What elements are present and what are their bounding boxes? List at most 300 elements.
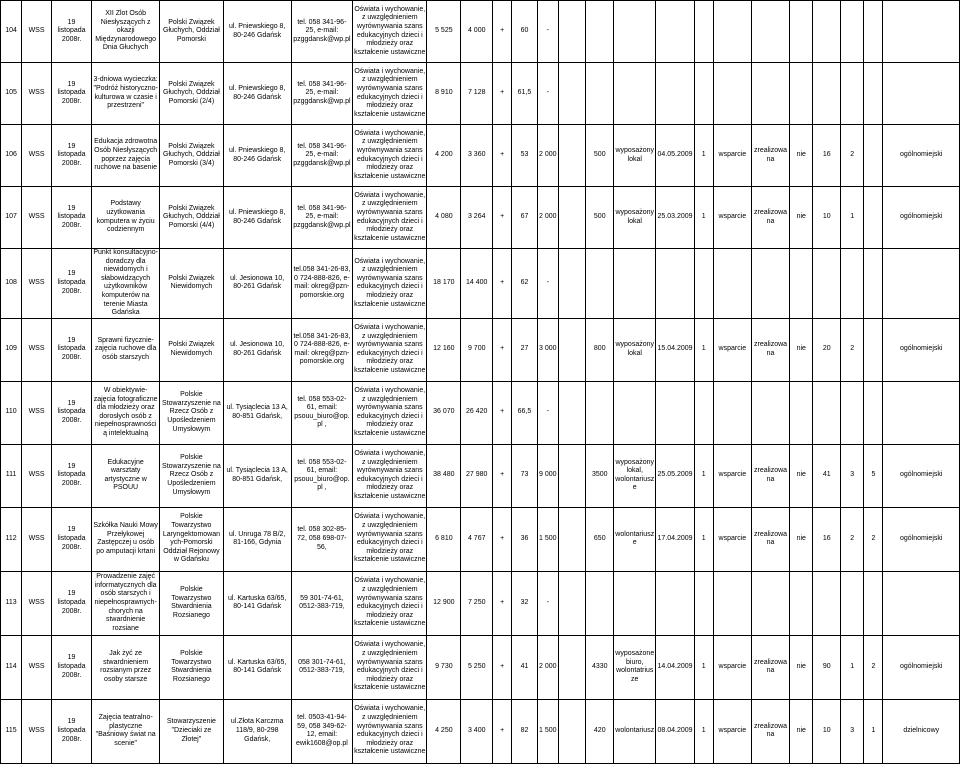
cell-x1: [790, 1, 813, 63]
cell-form: [713, 571, 751, 635]
cell-address: ul. Kartuska 63/65, 80-141 Gdańsk: [223, 635, 291, 699]
cell-status: zrealizowana: [751, 187, 789, 249]
cell-n1: [694, 571, 713, 635]
cell-x3: [841, 381, 864, 444]
cell-code: WSS: [22, 318, 52, 381]
cell-x2: 10: [813, 187, 841, 249]
cell-lp: 108: [1, 249, 22, 319]
cell-x3: [841, 571, 864, 635]
cell-dash: [558, 125, 586, 187]
cell-x1: [790, 63, 813, 125]
cell-code: WSS: [22, 125, 52, 187]
cell-x2: [813, 381, 841, 444]
cell-n1: 1: [694, 444, 713, 507]
cell-x1: [790, 381, 813, 444]
cell-x4: [864, 249, 883, 319]
cell-n1: [694, 249, 713, 319]
cell-grant: 7 250: [461, 571, 493, 635]
cell-x2: [813, 1, 841, 63]
cell-plus: +: [493, 507, 512, 571]
cell-code: WSS: [22, 381, 52, 444]
cell-x1: [790, 249, 813, 319]
cell-date2: 14.04.2009: [656, 635, 694, 699]
cell-status: zrealizowana: [751, 635, 789, 699]
cell-total: 12 160: [427, 318, 461, 381]
cell-address: ul. Unruga 78 B/2, 81-166, Gdynia: [223, 507, 291, 571]
cell-dash: [558, 63, 586, 125]
cell-date: 19 listopada 2008r.: [51, 63, 91, 125]
cell-x2: [813, 63, 841, 125]
cell-n1: [694, 1, 713, 63]
cell-date2: [656, 249, 694, 319]
cell-title: Jak żyć ze stwardnieniem rozsianym przez osoby starsze: [92, 635, 160, 699]
cell-address: ul. Pniewskiego 8, 80-246 Gdańsk: [223, 1, 291, 63]
cell-n1: [694, 381, 713, 444]
cell-scope: Oświata i wychowanie, z uwzględnieniem wyrównywania szans edukacyjnych dzieci i młodzieży oraz kształcenie ustawiczne: [353, 63, 427, 125]
cell-venue: wolontariusze: [614, 507, 656, 571]
cell-form: [713, 249, 751, 319]
cell-status: [751, 1, 789, 63]
cell-org: Polski Związek Niewidomych: [160, 249, 224, 319]
cell-x2: [813, 249, 841, 319]
cell-plus: +: [493, 1, 512, 63]
cell-org: Polskie Stowarzyszenie na Rzecz Osób z Upośledzeniem Umysłowym: [160, 444, 224, 507]
cell-total: 9 730: [427, 635, 461, 699]
cell-status: zrealizowana: [751, 699, 789, 763]
cell-form: wsparcie: [713, 125, 751, 187]
cell-form: wsparcie: [713, 318, 751, 381]
cell-address: ul. Kartuska 63/65, 80-141 Gdańsk: [223, 571, 291, 635]
cell-date2: 25.05.2009: [656, 444, 694, 507]
cell-x3: 2: [841, 318, 864, 381]
table-row: [1, 187, 960, 249]
cell-contact: tel.058 341-26-83, 0 724-888-826, e-mail: okreg@pzn-pomorskie.org: [291, 318, 353, 381]
cell-contact: tel. 058 341-96-25, e-mail: pzggdansk@wp.pl: [291, 187, 353, 249]
cell-lp: 106: [1, 125, 22, 187]
cell-scope: Oświata i wychowanie, z uwzględnieniem wyrównywania szans edukacyjnych dzieci i młodzieży oraz kształcenie ustawiczne: [353, 1, 427, 63]
table-row: [1, 507, 960, 571]
cell-org: Polski Związek Głuchych, Oddział Pomorski (2/4): [160, 63, 224, 125]
cell-type: ogólnomiejski: [883, 507, 960, 571]
table-row: [1, 125, 960, 187]
cell-org: Polskie Stowarzyszenie na Rzecz Osób z Upośledzeniem Umysłowym: [160, 381, 224, 444]
cell-contact: 058 301-74-61, 0512-383-719,: [291, 635, 353, 699]
cell-dash: [558, 444, 586, 507]
cell-lp: 115: [1, 699, 22, 763]
cell-contact: tel. 058 302-85-72, 058 698-07-56,: [291, 507, 353, 571]
cell-n1: 1: [694, 125, 713, 187]
cell-org: Polskie Towarzystwo Laryngektomowanych-Pomorski Oddział Rejonowy w Gdańsku: [160, 507, 224, 571]
cell-n1: [694, 63, 713, 125]
cell-v500: [586, 249, 614, 319]
cell-type: [883, 249, 960, 319]
cell-venue: [614, 249, 656, 319]
cell-grant: 3 264: [461, 187, 493, 249]
cell-scope: Oświata i wychowanie, z uwzględnieniem wyrównywania szans edukacyjnych dzieci i młodzieży oraz kształcenie ustawiczne: [353, 318, 427, 381]
cell-x3: 2: [841, 125, 864, 187]
cell-total: 4 250: [427, 699, 461, 763]
cell-grant: 26 420: [461, 381, 493, 444]
cell-plus: +: [493, 571, 512, 635]
cell-v500: 420: [586, 699, 614, 763]
cell-x1: nie: [790, 635, 813, 699]
cell-dash: [558, 1, 586, 63]
cell-scope: Oświata i wychowanie, z uwzględnieniem wyrównywania szans edukacyjnych dzieci i młodzieży oraz kształcenie ustawiczne: [353, 249, 427, 319]
cell-lp: 110: [1, 381, 22, 444]
cell-date: 19 listopada 2008r.: [51, 699, 91, 763]
cell-total: 38 480: [427, 444, 461, 507]
cell-scope: Oświata i wychowanie, z uwzględnieniem wyrównywania szans edukacyjnych dzieci i młodzieży oraz kształcenie ustawiczne: [353, 444, 427, 507]
cell-other: -: [537, 381, 558, 444]
cell-org: Polskie Towarzystwo Stwardnienia Rozsianego: [160, 635, 224, 699]
cell-form: [713, 63, 751, 125]
cell-total: 6 810: [427, 507, 461, 571]
cell-title: XII Zlot Osób Niesłyszących z okazji Międzynarodowego Dnia Głuchych: [92, 1, 160, 63]
cell-title: 3-dniowa wycieczka: "Podróż historyczno-kulturowa w czasie i przestrzeni": [92, 63, 160, 125]
cell-x1: nie: [790, 444, 813, 507]
cell-x4: [864, 187, 883, 249]
cell-code: WSS: [22, 444, 52, 507]
cell-contact: tel. 058 341-96-25, e-mail: pzggdansk@wp.pl: [291, 63, 353, 125]
cell-status: zrealizowana: [751, 444, 789, 507]
cell-own: 73: [512, 444, 537, 507]
cell-date: 19 listopada 2008r.: [51, 444, 91, 507]
cell-grant: 3 400: [461, 699, 493, 763]
cell-date: 19 listopada 2008r.: [51, 1, 91, 63]
cell-address: ul. Pniewskiego 8, 80-246 Gdańsk: [223, 63, 291, 125]
cell-plus: +: [493, 249, 512, 319]
cell-n1: 1: [694, 699, 713, 763]
table-row: [1, 249, 960, 319]
cell-other: 1 500: [537, 699, 558, 763]
cell-title: Edukacja zdrowotna Osób Niesłyszących poprzez zajęcia ruchowe na basenie: [92, 125, 160, 187]
cell-x4: [864, 125, 883, 187]
cell-type: [883, 63, 960, 125]
table-row: [1, 699, 960, 763]
cell-date: 19 listopada 2008r.: [51, 125, 91, 187]
cell-dash: [558, 381, 586, 444]
cell-n1: 1: [694, 507, 713, 571]
cell-form: wsparcie: [713, 699, 751, 763]
cell-lp: 113: [1, 571, 22, 635]
cell-grant: 4 767: [461, 507, 493, 571]
cell-contact: tel.058 341-26-83, 0 724-888-826, e-mail: okreg@pzn-pomorskie.org: [291, 249, 353, 319]
cell-venue: [614, 381, 656, 444]
cell-own: 62: [512, 249, 537, 319]
cell-x1: nie: [790, 507, 813, 571]
cell-contact: tel. 058 553-02-61, email: psouu_biuro@op.pl ,: [291, 381, 353, 444]
table-row: [1, 444, 960, 507]
cell-venue: wyposażony lokal: [614, 187, 656, 249]
cell-own: 60: [512, 1, 537, 63]
cell-venue: [614, 1, 656, 63]
cell-org: Polski Związek Niewidomych: [160, 318, 224, 381]
cell-x2: 41: [813, 444, 841, 507]
cell-x2: 16: [813, 125, 841, 187]
cell-contact: tel. 058 341-96-25, e-mail: pzggdansk@wp.pl: [291, 1, 353, 63]
cell-x1: [790, 571, 813, 635]
cell-org: Polskie Towarzystwo Stwardnienia Rozsianego: [160, 571, 224, 635]
cell-address: ul. Tysiąclecia 13 A, 80-851 Gdańsk,: [223, 381, 291, 444]
cell-x4: [864, 63, 883, 125]
cell-x3: 1: [841, 187, 864, 249]
cell-date2: 25.03.2009: [656, 187, 694, 249]
cell-title: Szkółka Nauki Mowy Przełykowej Zastępczej u osób po amputacji krtani: [92, 507, 160, 571]
cell-lp: 114: [1, 635, 22, 699]
cell-x3: [841, 63, 864, 125]
cell-lp: 104: [1, 1, 22, 63]
cell-lp: 112: [1, 507, 22, 571]
cell-date: 19 listopada 2008r.: [51, 635, 91, 699]
cell-other: -: [537, 63, 558, 125]
cell-dash: [558, 187, 586, 249]
cell-x3: 3: [841, 699, 864, 763]
cell-date: 19 listopada 2008r.: [51, 381, 91, 444]
cell-total: 8 910: [427, 63, 461, 125]
table-row: [1, 1, 960, 63]
cell-grant: 14 400: [461, 249, 493, 319]
cell-title: Prowadzenie zajęć informatycznych dla osób starszych i niepełnosprawnych-chorych na stwardnienie rozsiane: [92, 571, 160, 635]
cell-dash: [558, 507, 586, 571]
cell-address: ul. Tysiąclecia 13 A, 80-851 Gdańsk,: [223, 444, 291, 507]
cell-type: ogólnomiejski: [883, 125, 960, 187]
cell-contact: tel. 0503-41-94-59, 058 349-62-12, email: ewik1608@op.pl: [291, 699, 353, 763]
cell-status: zrealizowana: [751, 125, 789, 187]
cell-type: [883, 381, 960, 444]
cell-other: 2 000: [537, 187, 558, 249]
cell-scope: Oświata i wychowanie, z uwzględnieniem wyrównywania szans edukacyjnych dzieci i młodzieży oraz kształcenie ustawiczne: [353, 507, 427, 571]
table-row: [1, 571, 960, 635]
cell-scope: Oświata i wychowanie, z uwzględnieniem wyrównywania szans edukacyjnych dzieci i młodzieży oraz kształcenie ustawiczne: [353, 699, 427, 763]
cell-x4: [864, 1, 883, 63]
cell-date: 19 listopada 2008r.: [51, 571, 91, 635]
cell-type: ogólnomiejski: [883, 187, 960, 249]
cell-scope: Oświata i wychowanie, z uwzględnieniem wyrównywania szans edukacyjnych dzieci i młodzieży oraz kształcenie ustawiczne: [353, 125, 427, 187]
cell-code: WSS: [22, 635, 52, 699]
cell-own: 67: [512, 187, 537, 249]
cell-x2: 90: [813, 635, 841, 699]
cell-x4: 2: [864, 507, 883, 571]
cell-total: 4 200: [427, 125, 461, 187]
cell-address: ul. Pniewskiego 8, 80-246 Gdańsk: [223, 125, 291, 187]
cell-date: 19 listopada 2008r.: [51, 249, 91, 319]
cell-x2: 20: [813, 318, 841, 381]
cell-org: Polski Związek Głuchych, Oddział Pomorski (4/4): [160, 187, 224, 249]
cell-plus: +: [493, 699, 512, 763]
cell-scope: Oświata i wychowanie, z uwzględnieniem wyrównywania szans edukacyjnych dzieci i młodzieży oraz kształcenie ustawiczne: [353, 381, 427, 444]
cell-type: ogólnomiejski: [883, 444, 960, 507]
cell-venue: [614, 63, 656, 125]
cell-title: Zajęcia teatralno-plastyczne "Baśniowy świat na scenie": [92, 699, 160, 763]
cell-type: [883, 1, 960, 63]
cell-v500: 3500: [586, 444, 614, 507]
cell-other: -: [537, 249, 558, 319]
cell-total: 36 070: [427, 381, 461, 444]
cell-title: Edukacyjne warsztaty artystyczne w PSOUU: [92, 444, 160, 507]
cell-dash: [558, 635, 586, 699]
cell-contact: tel. 058 341-96-25, e-mail: pzggdansk@wp.pl: [291, 125, 353, 187]
cell-form: wsparcie: [713, 507, 751, 571]
cell-own: 32: [512, 571, 537, 635]
cell-total: 5 525: [427, 1, 461, 63]
cell-v500: [586, 381, 614, 444]
cell-address: ul. Jesionowa 10, 80-261 Gdańsk: [223, 318, 291, 381]
cell-x1: nie: [790, 125, 813, 187]
cell-code: WSS: [22, 571, 52, 635]
cell-code: WSS: [22, 187, 52, 249]
cell-dash: [558, 699, 586, 763]
cell-plus: +: [493, 635, 512, 699]
cell-other: -: [537, 1, 558, 63]
cell-venue: wyposażony lokal: [614, 125, 656, 187]
cell-grant: 27 980: [461, 444, 493, 507]
cell-x1: nie: [790, 187, 813, 249]
cell-status: zrealizowana: [751, 507, 789, 571]
cell-dash: [558, 249, 586, 319]
cell-form: [713, 1, 751, 63]
cell-own: 36: [512, 507, 537, 571]
cell-dash: [558, 571, 586, 635]
cell-plus: +: [493, 381, 512, 444]
cell-type: ogólnomiejski: [883, 635, 960, 699]
cell-date: 19 listopada 2008r.: [51, 507, 91, 571]
cell-venue: wolontariusz: [614, 699, 656, 763]
cell-lp: 105: [1, 63, 22, 125]
cell-x4: 1: [864, 699, 883, 763]
cell-total: 18 170: [427, 249, 461, 319]
cell-address: ul. Pniewskiego 8, 80-246 Gdańsk: [223, 187, 291, 249]
cell-status: zrealizowana: [751, 318, 789, 381]
cell-lp: 111: [1, 444, 22, 507]
table-row: [1, 635, 960, 699]
cell-code: WSS: [22, 249, 52, 319]
cell-date: 19 listopada 2008r.: [51, 187, 91, 249]
cell-form: wsparcie: [713, 187, 751, 249]
cell-other: 2 000: [537, 635, 558, 699]
cell-form: wsparcie: [713, 635, 751, 699]
cell-grant: 9 700: [461, 318, 493, 381]
cell-date: 19 listopada 2008r.: [51, 318, 91, 381]
cell-plus: +: [493, 187, 512, 249]
cell-code: WSS: [22, 1, 52, 63]
cell-title: W obiektywie-zajęcia fotograficzne dla młodzieży oraz dorosłych osób z niepełnosprawnością intelektualną: [92, 381, 160, 444]
cell-title: Sprawni fizycznie-zajęcia ruchowe dla osób starszych: [92, 318, 160, 381]
cell-org: Stowarzyszenie "Dzieciaki ze Złotej": [160, 699, 224, 763]
cell-date2: 17.04.2009: [656, 507, 694, 571]
cell-form: wsparcie: [713, 444, 751, 507]
cell-other: 3 000: [537, 318, 558, 381]
cell-v500: [586, 1, 614, 63]
cell-v500: 500: [586, 125, 614, 187]
cell-date2: [656, 63, 694, 125]
cell-x4: [864, 571, 883, 635]
cell-own: 61,5: [512, 63, 537, 125]
cell-x4: [864, 381, 883, 444]
cell-code: WSS: [22, 699, 52, 763]
cell-n1: 1: [694, 187, 713, 249]
cell-code: WSS: [22, 63, 52, 125]
cell-venue: wyposażony lokal, wolontariusze: [614, 444, 656, 507]
cell-grant: 3 360: [461, 125, 493, 187]
cell-v500: 500: [586, 187, 614, 249]
cell-address: ul. Jesionowa 10, 80-261 Gdańsk: [223, 249, 291, 319]
cell-x4: [864, 318, 883, 381]
cell-x3: 3: [841, 444, 864, 507]
cell-date2: [656, 1, 694, 63]
cell-other: 2 000: [537, 125, 558, 187]
cell-code: WSS: [22, 507, 52, 571]
cell-x2: 16: [813, 507, 841, 571]
cell-v500: 800: [586, 318, 614, 381]
cell-n1: 1: [694, 635, 713, 699]
cell-x3: 2: [841, 507, 864, 571]
cell-x3: [841, 249, 864, 319]
cell-date2: [656, 381, 694, 444]
cell-own: 27: [512, 318, 537, 381]
cell-x4: 2: [864, 635, 883, 699]
cell-status: [751, 571, 789, 635]
cell-venue: [614, 571, 656, 635]
cell-grant: 7 128: [461, 63, 493, 125]
cell-title: Punkt konsultacyjno-doradczy dla niewidomych i słabowidzących użytkowników komputerów na terenie Miasta Gdańska: [92, 249, 160, 319]
cell-v500: [586, 63, 614, 125]
cell-lp: 109: [1, 318, 22, 381]
cell-v500: 4330: [586, 635, 614, 699]
cell-type: [883, 571, 960, 635]
cell-x1: nie: [790, 699, 813, 763]
cell-x4: 5: [864, 444, 883, 507]
cell-x2: 10: [813, 699, 841, 763]
cell-other: 1 500: [537, 507, 558, 571]
cell-other: -: [537, 571, 558, 635]
cell-other: 9 000: [537, 444, 558, 507]
cell-plus: +: [493, 318, 512, 381]
cell-contact: tel. 058 553-02-61, email: psouu_biuro@op.pl ,: [291, 444, 353, 507]
cell-type: dzielnicowy: [883, 699, 960, 763]
cell-scope: Oświata i wychowanie, z uwzględnieniem wyrównywania szans edukacyjnych dzieci i młodzieży oraz kształcenie ustawiczne: [353, 187, 427, 249]
cell-date2: 08.04.2009: [656, 699, 694, 763]
cell-plus: +: [493, 63, 512, 125]
cell-scope: Oświata i wychowanie, z uwzględnieniem wyrównywania szans edukacyjnych dzieci i młodzieży oraz kształcenie ustawiczne: [353, 635, 427, 699]
cell-contact: 59 301-74-61, 0512-383-719,: [291, 571, 353, 635]
cell-x3: [841, 1, 864, 63]
cell-total: 4 080: [427, 187, 461, 249]
cell-status: [751, 381, 789, 444]
cell-date2: 15.04.2009: [656, 318, 694, 381]
cell-x2: [813, 571, 841, 635]
cell-own: 66,5: [512, 381, 537, 444]
cell-status: [751, 249, 789, 319]
cell-type: ogólnomiejski: [883, 318, 960, 381]
cell-own: 53: [512, 125, 537, 187]
cell-lp: 107: [1, 187, 22, 249]
cell-address: ul.Złota Karczma 118/9, 80-298 Gdańsk,: [223, 699, 291, 763]
cell-status: [751, 63, 789, 125]
cell-grant: 5 250: [461, 635, 493, 699]
cell-title: Podstawy użytkowania komputera w życiu codziennym: [92, 187, 160, 249]
table-row: [1, 318, 960, 381]
cell-x1: nie: [790, 318, 813, 381]
cell-scope: Oświata i wychowanie, z uwzględnieniem wyrównywania szans edukacyjnych dzieci i młodzieży oraz kształcenie ustawiczne: [353, 571, 427, 635]
cell-x3: 1: [841, 635, 864, 699]
cell-grant: 4 000: [461, 1, 493, 63]
cell-v500: 650: [586, 507, 614, 571]
cell-org: Polski Związek Głuchych, Oddział Pomorski: [160, 1, 224, 63]
cell-venue: wyposażony lokal: [614, 318, 656, 381]
table-row: [1, 63, 960, 125]
cell-total: 12 900: [427, 571, 461, 635]
cell-dash: [558, 318, 586, 381]
